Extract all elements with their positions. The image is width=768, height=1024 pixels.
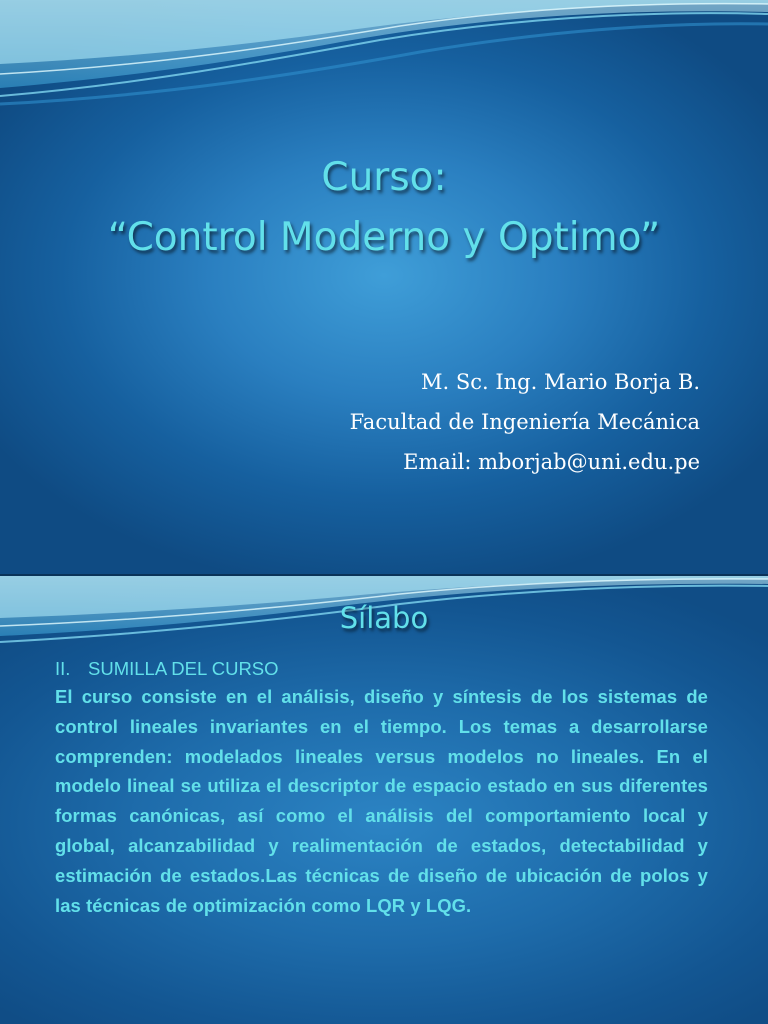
author-name: M. Sc. Ing. Mario Borja B.	[421, 370, 700, 394]
slide-title	[0, 148, 768, 268]
author-faculty: Facultad de Ingeniería Mecánica	[349, 410, 700, 434]
syllabus-slide	[0, 576, 768, 1024]
section-number: II.	[55, 658, 71, 679]
wave-decoration	[0, 0, 768, 110]
author-email: Email: mborjab@uni.edu.pe	[403, 450, 700, 474]
section-title: SUMILLA DEL CURSO	[88, 658, 279, 679]
title-line-1: Curso:	[321, 155, 447, 200]
section-heading	[55, 656, 708, 682]
title-line-2: “Control Moderno y Optimo”	[107, 215, 661, 260]
author-info	[350, 362, 700, 482]
syllabus-content	[55, 656, 708, 920]
syllabus-title: Sílabo	[339, 601, 429, 635]
course-summary-paragraph: El curso consiste en el análisis, diseño y síntesis de los sistemas de control lineales invariantes en el tiempo. Los temas a desarrollarse comprenden: modelados lineales versus modelos no lineales. En el modelo lineal se utiliza el descriptor de espacio estado en sus diferentes formas canónicas, así como el análisis del comportamiento local y global, alcanzabilidad y realimentación de estados, detectabilidad y estimación de estados.Las técnicas de diseño de ubicación de polos y las técnicas de optimización como LQR y LQG.	[55, 686, 708, 916]
